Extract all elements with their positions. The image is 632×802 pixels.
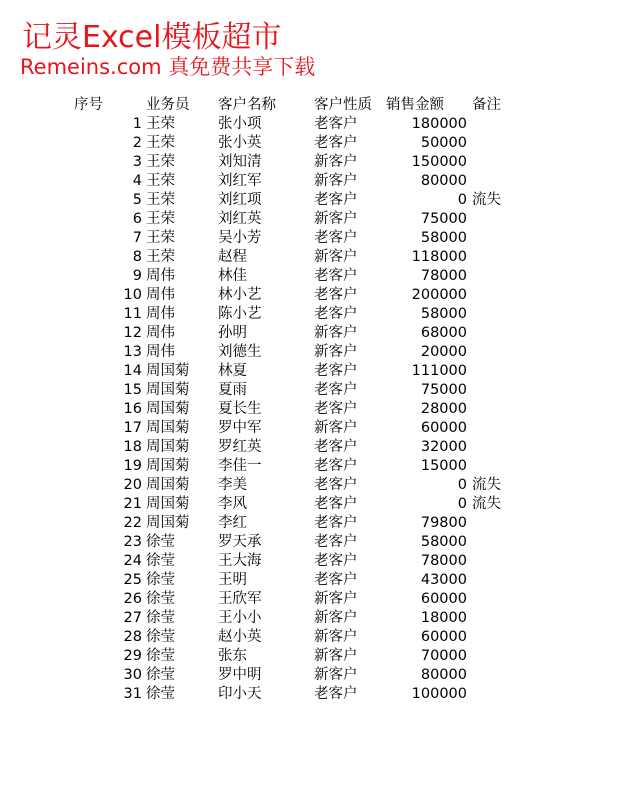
cell-amount: 78000 xyxy=(420,268,467,284)
cell-seq: 7 xyxy=(132,230,142,246)
cell-seq: 20 xyxy=(123,477,142,493)
cell-type: 新客户 xyxy=(314,629,358,645)
cell-amount: 32000 xyxy=(420,439,467,455)
cell-seq: 23 xyxy=(123,534,142,550)
table-row xyxy=(0,305,632,324)
cell-type: 老客户 xyxy=(314,439,358,455)
cell-amount: 118000 xyxy=(411,249,467,265)
table-row xyxy=(0,476,632,495)
cell-rep: 周国菊 xyxy=(146,458,190,474)
cell-customer: 刘知清 xyxy=(218,154,262,170)
cell-rep: 徐莹 xyxy=(146,572,175,588)
cell-type: 新客户 xyxy=(314,325,358,341)
cell-seq: 18 xyxy=(123,439,142,455)
cell-customer: 张小英 xyxy=(218,135,262,151)
cell-customer: 张小项 xyxy=(218,116,262,132)
cell-seq: 30 xyxy=(123,667,142,683)
cell-rep: 徐莹 xyxy=(146,667,175,683)
cell-amount: 0 xyxy=(457,477,467,493)
cell-type: 老客户 xyxy=(314,382,358,398)
table-row xyxy=(0,495,632,514)
cell-customer: 陈小艺 xyxy=(218,306,262,322)
cell-rep: 周国菊 xyxy=(146,382,190,398)
header-note: 备注 xyxy=(472,97,501,113)
cell-type: 老客户 xyxy=(314,515,358,531)
cell-amount: 111000 xyxy=(411,363,467,379)
cell-rep: 周国菊 xyxy=(146,496,190,512)
cell-type: 新客户 xyxy=(314,420,358,436)
cell-seq: 10 xyxy=(123,287,142,303)
cell-customer: 李美 xyxy=(218,477,247,493)
table-row xyxy=(0,324,632,343)
cell-amount: 78000 xyxy=(420,553,467,569)
cell-amount: 68000 xyxy=(420,325,467,341)
table-row xyxy=(0,647,632,666)
cell-customer: 刘红军 xyxy=(218,173,262,189)
cell-seq: 24 xyxy=(123,553,142,569)
cell-rep: 王荣 xyxy=(146,211,175,227)
cell-seq: 29 xyxy=(123,648,142,664)
cell-amount: 20000 xyxy=(420,344,467,360)
cell-type: 老客户 xyxy=(314,116,358,132)
cell-rep: 周伟 xyxy=(146,287,175,303)
cell-type: 老客户 xyxy=(314,686,358,702)
cell-customer: 王小小 xyxy=(218,610,262,626)
cell-seq: 22 xyxy=(123,515,142,531)
cell-customer: 赵小英 xyxy=(218,629,262,645)
table-row xyxy=(0,533,632,552)
table-row xyxy=(0,210,632,229)
table-row xyxy=(0,267,632,286)
cell-rep: 周伟 xyxy=(146,306,175,322)
table-row xyxy=(0,115,632,134)
cell-type: 老客户 xyxy=(314,458,358,474)
cell-note: 流失 xyxy=(472,477,501,493)
cell-seq: 9 xyxy=(132,268,142,284)
cell-customer: 印小天 xyxy=(218,686,262,702)
table-row xyxy=(0,552,632,571)
table-row xyxy=(0,286,632,305)
cell-seq: 11 xyxy=(123,306,142,322)
cell-type: 老客户 xyxy=(314,496,358,512)
cell-customer: 罗中明 xyxy=(218,667,262,683)
header-rep: 业务员 xyxy=(146,97,190,113)
cell-amount: 80000 xyxy=(420,173,467,189)
cell-type: 新客户 xyxy=(314,648,358,664)
cell-rep: 王荣 xyxy=(146,173,175,189)
cell-type: 新客户 xyxy=(314,344,358,360)
cell-rep: 徐莹 xyxy=(146,610,175,626)
cell-customer: 张东 xyxy=(218,648,247,664)
table-row xyxy=(0,590,632,609)
cell-amount: 75000 xyxy=(420,382,467,398)
cell-amount: 75000 xyxy=(420,211,467,227)
table-row xyxy=(0,457,632,476)
table-body xyxy=(0,115,632,704)
cell-amount: 80000 xyxy=(420,667,467,683)
cell-amount: 50000 xyxy=(420,135,467,151)
cell-customer: 夏雨 xyxy=(218,382,247,398)
cell-type: 老客户 xyxy=(314,553,358,569)
table-row xyxy=(0,685,632,704)
cell-type: 新客户 xyxy=(314,610,358,626)
cell-seq: 12 xyxy=(123,325,142,341)
table-row xyxy=(0,628,632,647)
cell-seq: 26 xyxy=(123,591,142,607)
cell-customer: 林夏 xyxy=(218,363,247,379)
cell-customer: 刘德生 xyxy=(218,344,262,360)
cell-rep: 周国菊 xyxy=(146,515,190,531)
table-row xyxy=(0,248,632,267)
cell-amount: 0 xyxy=(457,192,467,208)
cell-rep: 徐莹 xyxy=(146,686,175,702)
cell-seq: 19 xyxy=(123,458,142,474)
table-row xyxy=(0,153,632,172)
cell-rep: 王荣 xyxy=(146,230,175,246)
sales-table xyxy=(0,96,632,704)
cell-seq: 1 xyxy=(132,116,142,132)
cell-type: 老客户 xyxy=(314,363,358,379)
cell-customer: 罗天承 xyxy=(218,534,262,550)
cell-type: 新客户 xyxy=(314,211,358,227)
cell-rep: 王荣 xyxy=(146,135,175,151)
cell-seq: 31 xyxy=(123,686,142,702)
cell-customer: 孙明 xyxy=(218,325,247,341)
table-row xyxy=(0,362,632,381)
cell-amount: 28000 xyxy=(420,401,467,417)
cell-type: 老客户 xyxy=(314,306,358,322)
table-row xyxy=(0,343,632,362)
cell-rep: 周伟 xyxy=(146,344,175,360)
table-row xyxy=(0,134,632,153)
cell-seq: 3 xyxy=(132,154,142,170)
cell-customer: 林佳 xyxy=(218,268,247,284)
table-row xyxy=(0,229,632,248)
cell-amount: 58000 xyxy=(420,306,467,322)
header-customer: 客户名称 xyxy=(218,97,276,113)
cell-customer: 夏长生 xyxy=(218,401,262,417)
cell-rep: 徐莹 xyxy=(146,553,175,569)
table-row xyxy=(0,514,632,533)
table-row xyxy=(0,191,632,210)
cell-rep: 周国菊 xyxy=(146,363,190,379)
cell-seq: 28 xyxy=(123,629,142,645)
cell-type: 老客户 xyxy=(314,401,358,417)
cell-rep: 王荣 xyxy=(146,192,175,208)
table-row xyxy=(0,400,632,419)
cell-rep: 周国菊 xyxy=(146,477,190,493)
cell-type: 新客户 xyxy=(314,591,358,607)
cell-customer: 刘红英 xyxy=(218,211,262,227)
cell-rep: 徐莹 xyxy=(146,648,175,664)
cell-type: 老客户 xyxy=(314,477,358,493)
cell-customer: 王大海 xyxy=(218,553,262,569)
cell-amount: 150000 xyxy=(411,154,467,170)
cell-amount: 0 xyxy=(457,496,467,512)
cell-amount: 60000 xyxy=(420,629,467,645)
cell-rep: 徐莹 xyxy=(146,591,175,607)
cell-type: 老客户 xyxy=(314,192,358,208)
cell-customer: 李红 xyxy=(218,515,247,531)
cell-type: 新客户 xyxy=(314,249,358,265)
cell-amount: 200000 xyxy=(411,287,467,303)
cell-amount: 60000 xyxy=(420,420,467,436)
cell-seq: 16 xyxy=(123,401,142,417)
table-row xyxy=(0,609,632,628)
cell-seq: 2 xyxy=(132,135,142,151)
header-type: 客户性质 xyxy=(314,97,372,113)
cell-customer: 吴小芳 xyxy=(218,230,262,246)
cell-amount: 58000 xyxy=(420,534,467,550)
cell-amount: 15000 xyxy=(420,458,467,474)
cell-customer: 罗红英 xyxy=(218,439,262,455)
table-row xyxy=(0,381,632,400)
cell-amount: 60000 xyxy=(420,591,467,607)
cell-type: 新客户 xyxy=(314,154,358,170)
cell-seq: 14 xyxy=(123,363,142,379)
cell-seq: 13 xyxy=(123,344,142,360)
cell-type: 老客户 xyxy=(314,230,358,246)
cell-seq: 15 xyxy=(123,382,142,398)
table-row xyxy=(0,571,632,590)
cell-rep: 徐莹 xyxy=(146,534,175,550)
cell-amount: 18000 xyxy=(420,610,467,626)
cell-type: 老客户 xyxy=(314,268,358,284)
cell-rep: 周国菊 xyxy=(146,439,190,455)
cell-type: 老客户 xyxy=(314,287,358,303)
cell-seq: 4 xyxy=(132,173,142,189)
cell-note: 流失 xyxy=(472,192,501,208)
cell-amount: 79800 xyxy=(420,515,467,531)
cell-type: 老客户 xyxy=(314,534,358,550)
cell-seq: 25 xyxy=(123,572,142,588)
cell-rep: 周伟 xyxy=(146,325,175,341)
cell-type: 老客户 xyxy=(314,572,358,588)
cell-rep: 王荣 xyxy=(146,249,175,265)
cell-rep: 周伟 xyxy=(146,268,175,284)
header-amount: 销售金额 xyxy=(386,97,444,113)
cell-seq: 17 xyxy=(123,420,142,436)
cell-type: 新客户 xyxy=(314,173,358,189)
cell-type: 老客户 xyxy=(314,135,358,151)
banner-title: 记灵Excel模板超市 xyxy=(22,20,282,55)
cell-seq: 21 xyxy=(123,496,142,512)
banner-subtitle: Remeins.com 真免费共享下载 xyxy=(20,55,316,79)
cell-rep: 周国菊 xyxy=(146,401,190,417)
cell-note: 流失 xyxy=(472,496,501,512)
cell-rep: 周国菊 xyxy=(146,420,190,436)
table-header-row xyxy=(0,96,632,115)
cell-seq: 27 xyxy=(123,610,142,626)
cell-seq: 5 xyxy=(132,192,142,208)
cell-amount: 43000 xyxy=(420,572,467,588)
table-row xyxy=(0,438,632,457)
cell-customer: 王欣军 xyxy=(218,591,262,607)
cell-rep: 王荣 xyxy=(146,154,175,170)
table-row xyxy=(0,419,632,438)
cell-customer: 李风 xyxy=(218,496,247,512)
table-row xyxy=(0,172,632,191)
cell-amount: 58000 xyxy=(420,230,467,246)
cell-seq: 8 xyxy=(132,249,142,265)
cell-customer: 林小艺 xyxy=(218,287,262,303)
cell-customer: 李佳一 xyxy=(218,458,262,474)
cell-type: 新客户 xyxy=(314,667,358,683)
cell-amount: 180000 xyxy=(411,116,467,132)
table-row xyxy=(0,666,632,685)
header-seq: 序号 xyxy=(74,97,103,113)
cell-customer: 罗中军 xyxy=(218,420,262,436)
cell-customer: 赵程 xyxy=(218,249,247,265)
cell-rep: 王荣 xyxy=(146,116,175,132)
cell-amount: 100000 xyxy=(411,686,467,702)
cell-amount: 70000 xyxy=(420,648,467,664)
cell-seq: 6 xyxy=(132,211,142,227)
cell-rep: 徐莹 xyxy=(146,629,175,645)
cell-customer: 王明 xyxy=(218,572,247,588)
cell-customer: 刘红项 xyxy=(218,192,262,208)
